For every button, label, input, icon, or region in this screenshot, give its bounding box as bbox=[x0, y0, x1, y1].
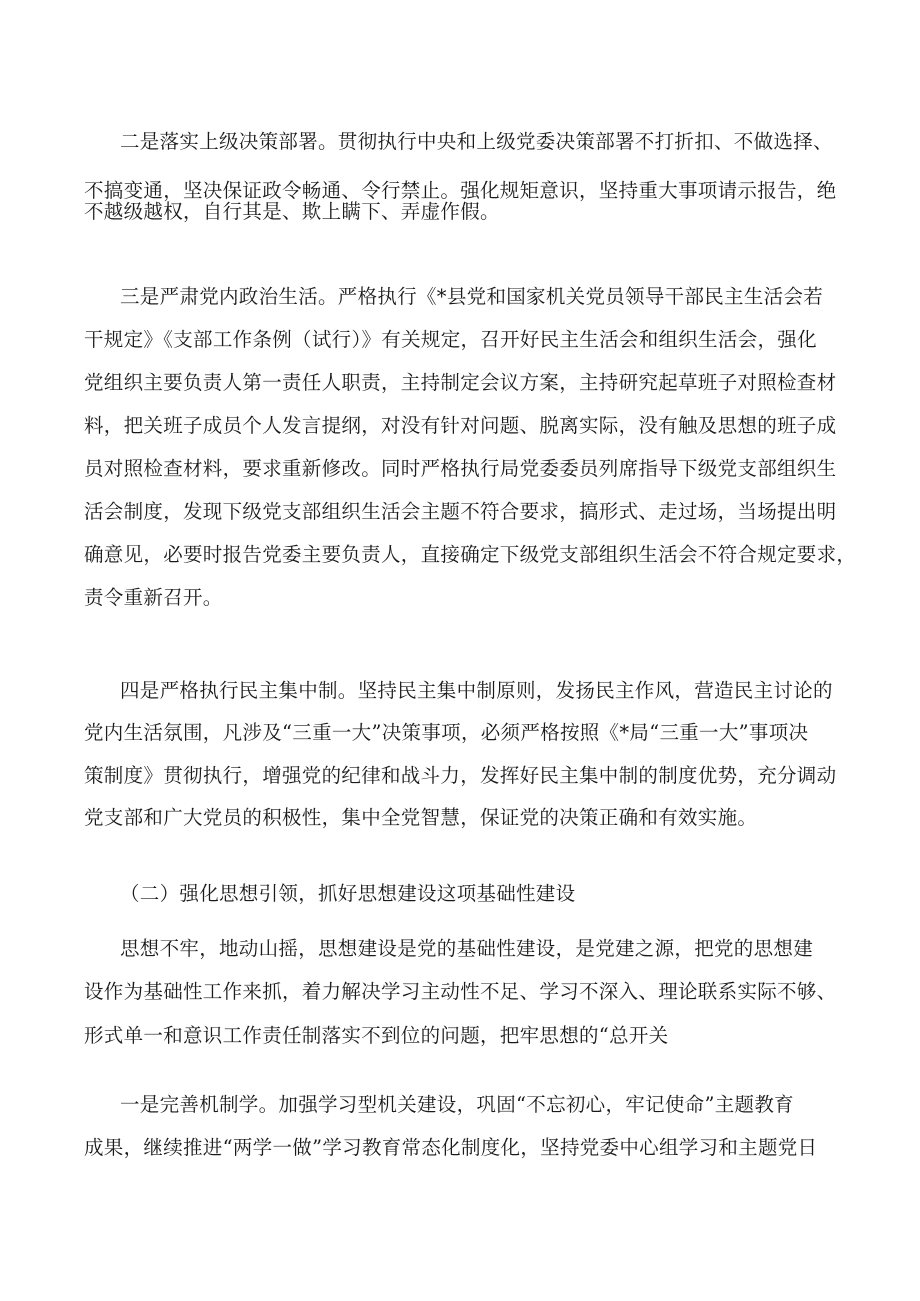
text-line: 策制度》贯彻执行，增强党的纪律和战斗力，发挥好民主集中制的制度优势，充分调动 bbox=[84, 764, 837, 787]
text-line: 不越级越权，自行其是、欺上瞒下、弄虚作假。 bbox=[84, 200, 500, 223]
text-line: 料，把关班子成员个人发言提纲，对没有针对问题、脱离实际，没有触及思想的班子成 bbox=[84, 414, 837, 437]
text-line: 思想不牢，地动山摇，思想建设是党的基础性建设，是党建之源，把党的思想建 bbox=[120, 937, 814, 960]
text-line: 确意见，必要时报告党委主要负责人，直接确定下级党支部组织生活会不符合规定要求， bbox=[84, 543, 857, 566]
text-line: 不搞变通，坚决保证政令畅通、令行禁止。强化规矩意识，坚持重大事项请示报告，绝 bbox=[84, 179, 837, 202]
text-line: 一是完善机制学。加强学习型机关建设，巩固“不忘初心，牢记使命”主题教育 bbox=[120, 1093, 794, 1116]
text-line: 干规定》《支部工作条例（试行）》有关规定，召开好民主生活会和组织生活会，强化 bbox=[84, 328, 817, 351]
text-line: 责令重新召开。 bbox=[84, 586, 223, 609]
text-line: 四是严格执行民主集中制。坚持民主集中制原则，发扬民主作风，营造民主讨论的 bbox=[120, 679, 833, 702]
heading-line: （二）强化思想引领，抓好思想建设这项基础性建设 bbox=[120, 882, 576, 905]
text-line: 三是严肃党内政治生活。严格执行《*县党和国家机关党员领导干部民主生活会若 bbox=[120, 285, 824, 308]
text-line: 活会制度，发现下级党支部组织生活会主题不符合要求，搞形式、走过场，当场提出明 bbox=[84, 500, 837, 523]
text-line: 设作为基础性工作来抓，着力解决学习主动性不足、学习不深入、理论联系实际不够、 bbox=[84, 980, 837, 1003]
text-line: 成果，继续推进“两学一做”学习教育常态化制度化，坚持党委中心组学习和主题党日 bbox=[84, 1136, 818, 1159]
text-line: 二是落实上级决策部署。贯彻执行中央和上级党委决策部署不打折扣、不做选择、 bbox=[120, 130, 833, 153]
text-line: 党组织主要负责人第一责任人职责，主持制定会议方案，主持研究起草班子对照检查材 bbox=[84, 371, 837, 394]
text-line: 员对照检查材料，要求重新修改。同时严格执行局党委委员列席指导下级党支部组织生 bbox=[84, 457, 837, 480]
text-line: 党支部和广大党员的积极性，集中全党智慧，保证党的决策正确和有效实施。 bbox=[84, 806, 758, 829]
text-line: 形式单一和意识工作责任制落实不到位的问题，把牢思想的“总开关 bbox=[84, 1024, 669, 1047]
text-line: 党内生活氛围，凡涉及“三重一大”决策事项，必须严格按照《*局“三重一大”事项决 bbox=[84, 721, 809, 744]
